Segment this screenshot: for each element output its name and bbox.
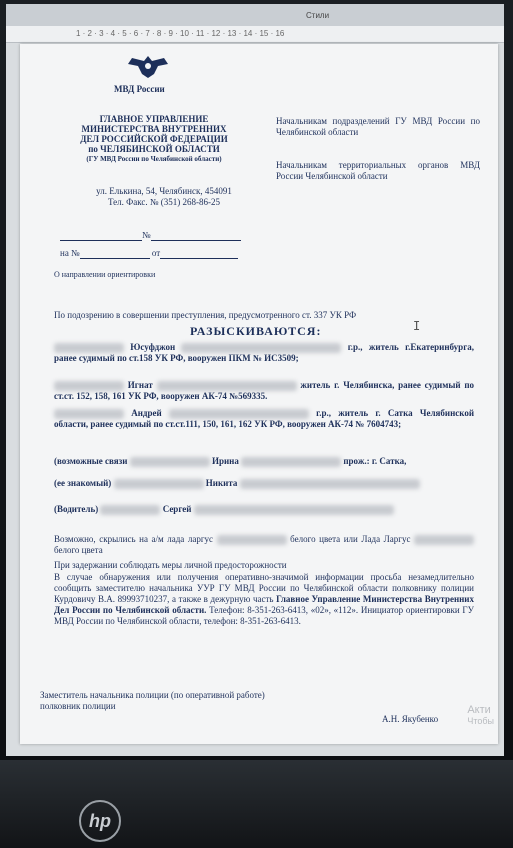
subject: О направлении ориентировки [54, 270, 156, 279]
suspect-1 [54, 342, 474, 364]
signature-line-1: Заместитель начальника полиции (по оперативной работе) [40, 690, 265, 700]
text-cursor-icon: I [413, 319, 421, 333]
activation-watermark [467, 704, 494, 726]
recipient-2: Начальникам территориальных органов МВД России Челябинской области [276, 160, 480, 181]
org-line: ГЛАВНОЕ УПРАВЛЕНИЕ [99, 114, 209, 124]
connections-label: (возможные связи [54, 456, 128, 466]
num-label: № [142, 230, 151, 240]
na-label: на № [60, 248, 80, 258]
recipient-1: Начальникам подразделений ГУ МВД России по Челябинской области [276, 116, 480, 137]
suspect-1-details: г.Екатеринбурга, ранее судимый по ст.158 УК РФ, вооружен ПКМ № ИС3509; [54, 342, 475, 363]
vehicle-line-2: белого цвета или Лада [290, 534, 381, 544]
vehicle-line-4: белого цвета [54, 545, 103, 555]
suspect-2-details: житель г. Челябинска, ранее судимый по ст.ст. 152, 158, 161 УК РФ, вооружен АК-74 №569335. [54, 380, 475, 401]
contact-info [54, 572, 474, 627]
suspect-2 [54, 380, 474, 402]
acquaintance-label: (ее знакомый) [54, 478, 112, 488]
watermark-line-2: Чтобы [467, 716, 494, 726]
caution: При задержании соблюдать меры личной предосторожности [54, 560, 287, 570]
intro: По подозрению в совершении преступления, предусмотренного ст. 337 УК РФ [54, 310, 357, 320]
vehicle-line-3: Ларгус [383, 534, 411, 544]
ruler-numbers: 1 · 2 · 3 · 4 · 5 · 6 · 7 · 8 · 9 · 10 · 11 · 12 · 13 · 14 · 15 · 16 [76, 29, 285, 38]
window-title: Стили [306, 11, 330, 20]
suspect-1-name: Юсуфджон [130, 342, 176, 352]
suspect-3-details: г.р., житель г. Сатка Челябинской области, ранее судимый по ст.ст.111, 150, 161, 162 УК РФ, вооружен АК-74 № 7604743; [54, 408, 475, 429]
address: ул. Елькина, 54, Челябинск, 454091 [96, 186, 232, 196]
suspect-3 [54, 408, 474, 430]
driver-label: (Водитель) [54, 504, 99, 514]
driver [54, 504, 474, 515]
eagle-emblem-icon [124, 52, 172, 82]
connections [54, 456, 474, 467]
driver-name: Сергей [162, 504, 192, 514]
reference-line [60, 248, 238, 259]
monitor-bezel [0, 760, 513, 848]
org-line: ДЕЛ РОССИЙСКОЙ ФЕДЕРАЦИИ [80, 134, 228, 144]
document-page[interactable] [20, 44, 498, 744]
signature-line-2: полковник полиции [40, 701, 116, 711]
watermark-line-1: Акти [467, 704, 491, 716]
vehicle-line-1: Возможно, скрылись на а/м лада ларгус [54, 534, 214, 544]
hp-logo-icon: hp [79, 800, 121, 842]
connections-name: Ирина [211, 456, 239, 466]
title-bar [6, 4, 504, 26]
number-line [60, 230, 241, 241]
signature-name: А.Н. Якубенко [382, 714, 439, 724]
suspect-2-name: Игнат [127, 380, 153, 390]
org-line: МИНИСТЕРСТВА ВНУТРЕННИХ [81, 124, 227, 134]
signature-title [40, 690, 265, 712]
acquaintance-name: Никита [205, 478, 238, 488]
acquaintance [54, 478, 474, 489]
contact-phones: Телефон: 8-351-263-6413, «02», «112». Инициатор ориентировки ГУ МВД России по Челябинской области, телефон: 8-351-263-6413. [54, 605, 475, 626]
suspect-3-name: Андрей [131, 408, 162, 418]
org-line: (ГУ МВД России по Челябинской области) [86, 155, 222, 163]
vehicle [54, 534, 474, 556]
contact-org: Главное Управление Министерства Внутренних Дел России по Челябинской области. [54, 594, 474, 615]
org-block [64, 114, 244, 164]
address-block [84, 186, 244, 208]
connections-residence: прож.: г. Сатка, [343, 456, 407, 466]
org-short: МВД России [114, 84, 165, 94]
suspect-1-birth: г.р., житель [347, 342, 399, 352]
ruler[interactable] [6, 26, 504, 43]
ot-label: от [151, 248, 161, 258]
wanted-heading: РАЗЫСКИВАЮТСЯ: [190, 324, 322, 338]
org-line: по ЧЕЛЯБИНСКОЙ ОБЛАСТИ [88, 144, 220, 154]
phone: Тел. Факс. № (351) 268-86-25 [108, 197, 220, 207]
screen [6, 4, 504, 756]
contact-text: В случае обнаружения или получения оперативно-значимой информации просьба незамедлительно сообщить заместителю начальника УУР ГУ МВД России по Челябинской области полковнику полиции Курдовичу В.А. 89993710237, а также в дежурную часть [54, 572, 474, 604]
